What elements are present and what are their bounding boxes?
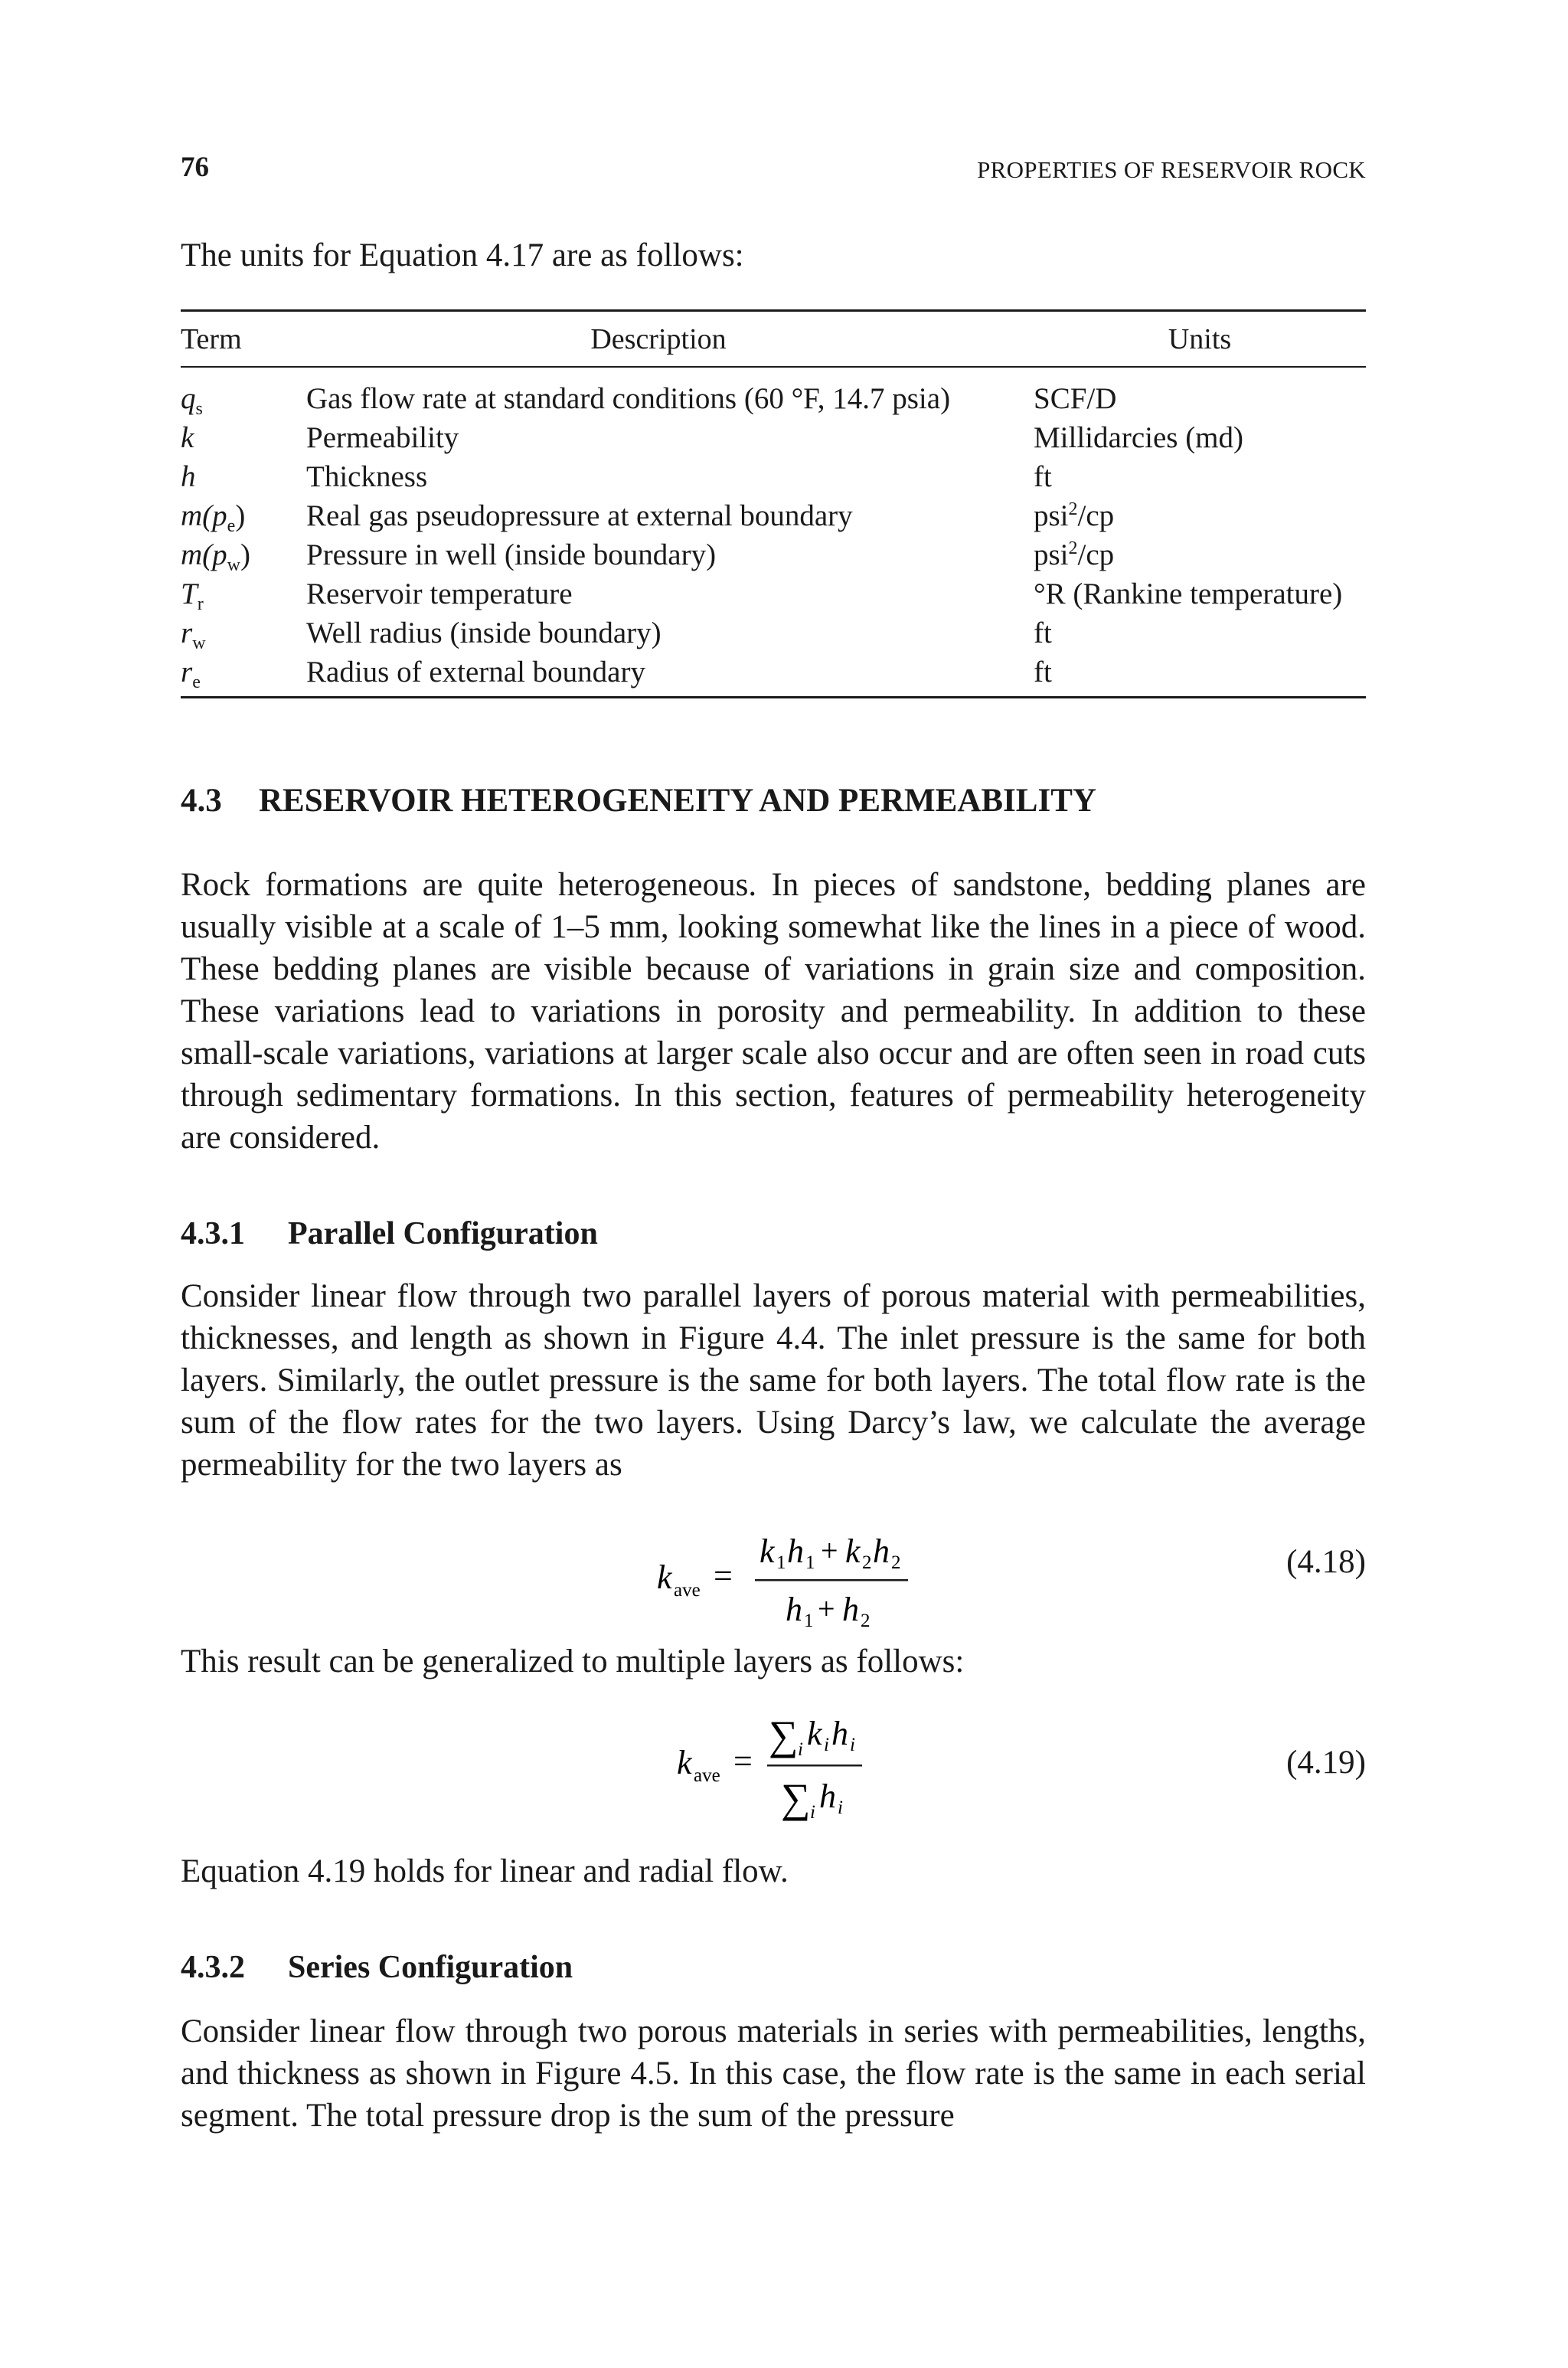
section-title: RESERVOIR HETEROGENEITY AND PERMEABILITY [259, 783, 1096, 819]
subsection-paragraph-parallel: Consider linear flow through two parallel layers of porous material with permeabilities, thicknesses, and length as shown in Figure 4.4. The inlet pressure is the same for both layers. Similarly, the outlet pressure is the same for both layers. The total flow rate is the sum of the flow rates for the two layers. Using Darcy’s law, we calculate the average permeability for the two layers as [181, 1278, 1366, 1483]
eq18-den-h2: h [842, 1591, 859, 1628]
equation-number-4-18: (4.18) [1286, 1544, 1366, 1580]
eq19-lhs: k [677, 1744, 692, 1781]
eq19-num-h: h [831, 1715, 848, 1752]
eq19-den-sigma: ∑ [781, 1775, 811, 1821]
equation-4-18 [643, 1515, 934, 1630]
term-symbol: $q_s$ [181, 382, 203, 419]
table-row [0, 384, 1568, 423]
subsection-number: 4.3.1 [181, 1216, 245, 1251]
table-top-rule [181, 309, 1366, 312]
table-row [0, 618, 1568, 657]
term-description: Permeability [306, 421, 459, 454]
eq19-num-k: k [807, 1715, 822, 1752]
subsection-heading-series [181, 1951, 573, 1984]
term-units: °R (Rankine temperature) [1034, 577, 1343, 610]
eq18-lhs: k [657, 1558, 672, 1596]
table-row [0, 540, 1568, 579]
term-symbol: k [181, 421, 194, 454]
section-heading [181, 784, 1096, 817]
eq18-plus: + [821, 1533, 838, 1568]
eq19-lhs-sub: ave [694, 1765, 720, 1786]
term-units: psi$^2$/cp [1034, 499, 1115, 532]
table-header-term: Term [181, 323, 242, 355]
term-description: Radius of external boundary [306, 656, 645, 688]
section-number: 4.3 [181, 783, 222, 819]
term-symbol: $r_e$ [181, 656, 201, 692]
subsection-title: Series Configuration [288, 1950, 573, 1985]
term-symbol: h [181, 460, 196, 493]
eq18-lhs-sub: ave [674, 1580, 701, 1601]
table-header-description: Description [590, 323, 727, 355]
term-description: Well radius (inside boundary) [306, 617, 662, 649]
running-head: PROPERTIES OF RESERVOIR ROCK [977, 156, 1366, 183]
eq19-num-index: i [798, 1739, 803, 1760]
eq18-k1-sub: 1 [776, 1552, 786, 1573]
term-description: Gas flow rate at standard conditions (60 °F, 14.7 psia) [306, 382, 951, 415]
equation-number-4-19: (4.19) [1286, 1745, 1366, 1781]
term-units: psi$^2$/cp [1034, 538, 1115, 571]
eq18-h1: h [787, 1532, 804, 1570]
term-symbol: $m(p_e)$ [181, 499, 246, 536]
eq18-h2: h [873, 1532, 890, 1570]
table-row [0, 579, 1568, 618]
eq19-equals: = [733, 1742, 753, 1780]
table-row [0, 423, 1568, 462]
eq18-den-h2-sub: 2 [861, 1611, 871, 1630]
eq18-k2-sub: 2 [862, 1552, 872, 1573]
subsection-title: Parallel Configuration [288, 1216, 598, 1251]
table-row [0, 657, 1568, 696]
term-description: Pressure in well (inside boundary) [306, 538, 717, 571]
table-bottom-rule [181, 696, 1366, 698]
eq18-equals: = [714, 1557, 733, 1594]
term-symbol: $T_r$ [181, 577, 204, 614]
eq19-fraction-bar [767, 1765, 862, 1767]
subsection-heading-parallel [181, 1218, 598, 1250]
page-number: 76 [181, 152, 209, 183]
eq19-den-index: i [810, 1802, 815, 1823]
units-intro-text: The units for Equation 4.17 are as follows: [181, 237, 744, 273]
eq18-k2: k [845, 1532, 861, 1570]
eq18-den-h1-sub: 1 [804, 1611, 814, 1630]
generalize-text: This result can be generalized to multiple layers as follows: [181, 1644, 965, 1680]
term-description: Reservoir temperature [306, 577, 573, 610]
eq18-h1-sub: 1 [805, 1552, 815, 1573]
term-units: SCF/D [1034, 382, 1117, 415]
equation-4-19 [666, 1699, 911, 1829]
eq18-den-h1: h [786, 1591, 802, 1628]
eq18-k1: k [760, 1532, 775, 1570]
table-row [0, 501, 1568, 540]
subsection-paragraph-series: Consider linear flow through two porous materials in series with permeabilities, lengths, and thickness as shown in Figure 4.5. In this case, the flow rate is the same in each serial segment. The total pressure drop is the sum of the pressure [181, 2013, 1366, 2134]
eq19-num-sigma: ∑ [769, 1712, 799, 1758]
term-symbol: $m(p_w)$ [181, 538, 250, 575]
eq19-num-h-sub: i [850, 1735, 855, 1755]
term-units: Millidarcies (md) [1034, 421, 1244, 454]
eq19-den-h-sub: i [838, 1797, 843, 1818]
equation-4-19-note: Equation 4.19 holds for linear and radial flow. [181, 1853, 789, 1889]
term-units: ft [1034, 617, 1052, 649]
term-description: Thickness [306, 460, 428, 493]
eq18-den-plus: + [818, 1591, 835, 1626]
table-row [0, 462, 1568, 501]
term-description: Real gas pseudopressure at external boundary [306, 499, 853, 532]
subsection-number: 4.3.2 [181, 1950, 245, 1985]
table-header-rule [181, 366, 1366, 368]
term-symbol: $r_w$ [181, 617, 206, 653]
term-units: ft [1034, 460, 1052, 493]
eq19-num-k-sub: i [824, 1735, 829, 1755]
eq18-fraction-bar [755, 1579, 908, 1581]
eq18-h2-sub: 2 [891, 1552, 901, 1573]
term-units: ft [1034, 656, 1052, 688]
section-paragraph: Rock formations are quite heterogeneous. In pieces of sandstone, bedding planes are usually visible at a scale of 1–5 mm, looking somewhat like the lines in a piece of wood. These bedding planes are visible because of variations in grain size and composition. These variations lead to variations in porosity and permeability. In addition to these small-scale variations, variations at larger scale also occur and are often seen in road cuts through sedimentary formations. In this section, features of permeability heterogeneity are considered. [181, 867, 1366, 1156]
eq19-den-h: h [819, 1778, 836, 1815]
table-header-units: Units [1168, 323, 1232, 355]
